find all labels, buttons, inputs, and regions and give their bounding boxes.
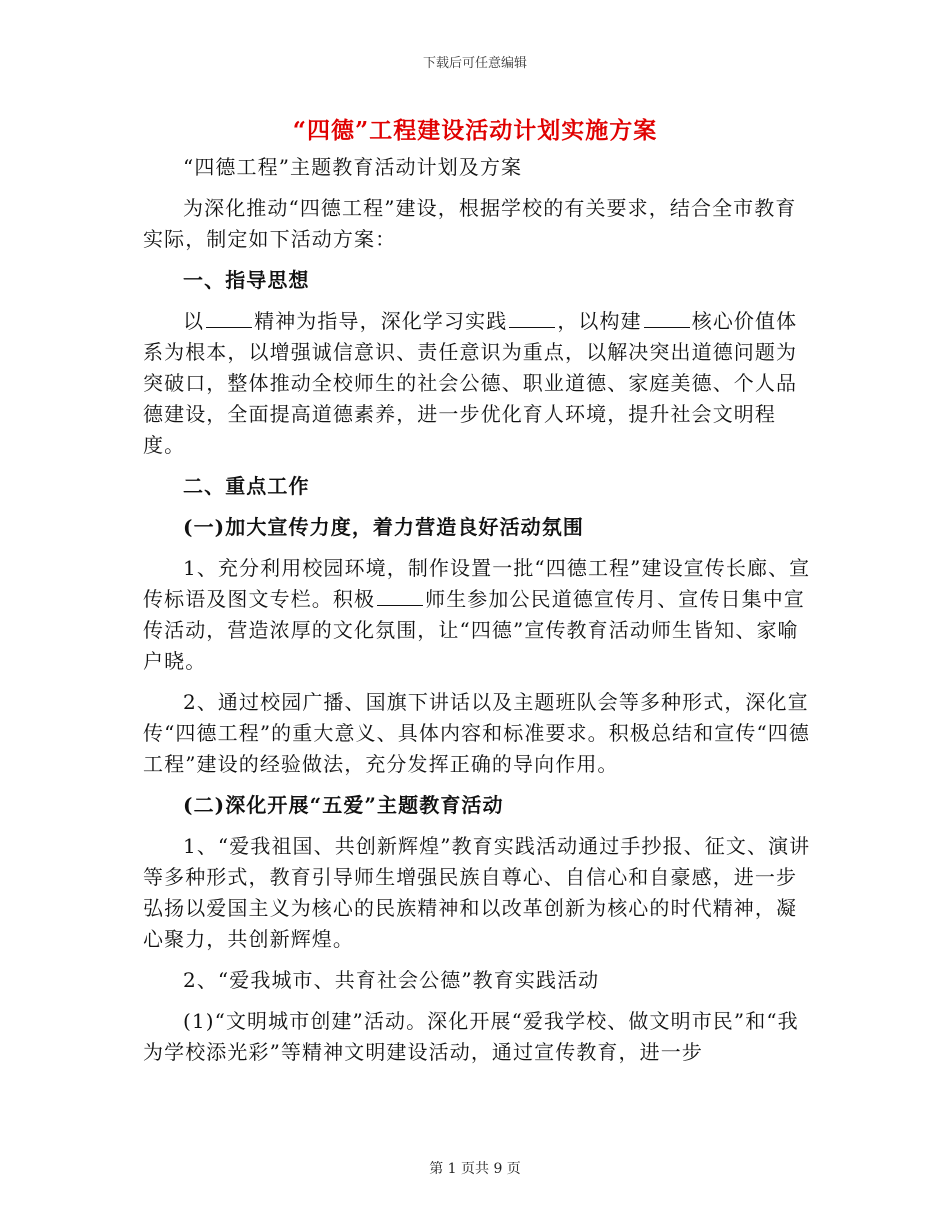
fill-in-blank [509, 309, 555, 328]
item1-text-part2: 师生参加公民道德宣传月、宣传日集中宣传活动，营造浓厚的文化氛围，让“四德”宣传教育活动师生皆知、家喻户晓。 [143, 587, 805, 673]
page-footer-number: 第 1 页共 9 页 [429, 1161, 521, 1177]
page-header-note: 下载后可任意编辑 [422, 56, 527, 71]
document-body [143, 152, 815, 1078]
fill-in-blank [644, 309, 690, 328]
document-title: “四德”工程建设活动计划实施方案 [292, 117, 658, 144]
section1-paragraph [143, 306, 815, 461]
section2-sub2-heading: (二)深化开展“五爱”主题教育活动 [183, 793, 504, 817]
section2-sub1-heading: (一)加大宣传力度，着力营造良好活动氛围 [183, 515, 584, 539]
section2-sub2-item2-sub1: (1)“文明城市创建”活动。深化开展“爱我学校、做文明市民”和“我为学校添光彩”等精神文明建设活动，通过宣传教育，进一步 [143, 1009, 799, 1064]
fill-in-blank [206, 309, 252, 328]
section2-sub2-item1: 1、“爱我祖国、共创新辉煌”教育实践活动通过手抄报、征文、演讲等多种形式，教育引导师生增强民族自尊心、自信心和自豪感，进一步弘扬以爱国主义为核心的民族精神和以改革创新为核心的时代精神，凝心聚力，共创新辉煌。 [143, 834, 811, 951]
section1-text-part1: 以 [183, 309, 205, 333]
fill-in-blank [377, 587, 423, 606]
section1-text-part4: 核心价值体系为根本，以增强诚信意识、责任意识为重点，以解决突出道德问题为突破口，整体推动全校师生的社会公德、职业道德、家庭美德、个人品德建设，全面提高道德素养，进一步优化育人环境，提升社会文明程度。 [143, 309, 798, 457]
section2-sub1-item1 [143, 553, 815, 677]
section2-sub2-item2: 2、“爱我城市、共育社会公德”教育实践活动 [183, 968, 600, 992]
document-subtitle: “四德工程”主题教育活动计划及方案 [183, 155, 523, 179]
intro-paragraph: 为深化推动“四德工程”建设，根据学校的有关要求，结合全市教育实际，制定如下活动方案： [143, 196, 797, 251]
item1-text-part1: 1、充分利用校园环境，制作设置一批“四德工程”建设宣传长廊、宣传标语及图文专栏。积极 [143, 556, 811, 611]
section1-text-part3: ，以构建 [557, 309, 642, 333]
section2-sub1-item2: 2、通过校园广播、国旗下讲话以及主题班队会等多种形式，深化宣传“四德工程”的重大意义、具体内容和标准要求。积极总结和宣传“四德工程”建设的经验做法，充分发挥正确的导向作用。 [143, 690, 810, 776]
section2-heading: 二、重点工作 [183, 474, 310, 498]
section1-text-part2: 精神为指导，深化学习实践 [254, 309, 508, 333]
section1-heading: 一、指导思想 [183, 268, 310, 292]
